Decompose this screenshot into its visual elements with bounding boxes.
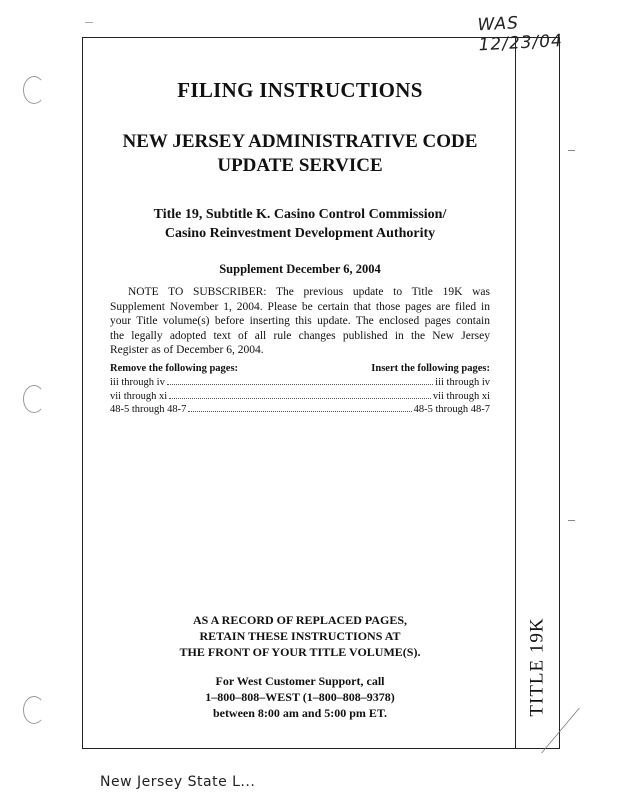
retain-line: AS A RECORD OF REPLACED PAGES,	[192, 613, 408, 627]
table-row	[110, 390, 490, 404]
remove-header: Remove the following pages:	[110, 363, 239, 374]
note-line: your Title volume(s) before inserting this update. The enclosed pages contain	[110, 315, 490, 327]
handwritten-note: WAS 12/23/04	[477, 13, 564, 56]
support-phone: 1–800–808–WEST (1–800–808–9378)	[205, 690, 395, 704]
tab-label-container	[520, 612, 556, 722]
margin-tick	[568, 150, 575, 151]
punch-hole-middle	[23, 385, 45, 413]
supplement-date: Supplement December 6, 2004	[219, 262, 381, 276]
note-line: the legally adopted text of all rule changes published in the New Jersey	[110, 329, 490, 342]
insert-pages: 48-5 through 48-7	[413, 404, 490, 415]
scan-speck	[85, 22, 93, 23]
remove-pages: 48-5 through 48-7	[110, 404, 187, 415]
insert-pages: vii through xi	[432, 390, 490, 402]
retain-line: THE FRONT OF YOUR TITLE VOLUME(S).	[179, 645, 421, 659]
dot-leader	[167, 383, 433, 385]
punch-hole-top	[23, 76, 45, 104]
tab-label: TITLE 19K	[527, 617, 549, 717]
filing-instructions-content	[110, 78, 490, 720]
punch-hole-bottom	[23, 696, 45, 724]
pages-table	[110, 376, 490, 417]
margin-tick	[568, 520, 575, 521]
dot-leader	[188, 410, 411, 412]
note-line: Supplement November 1, 2004. Please be certain that those pages are filed in	[110, 300, 490, 313]
library-stamp: New Jersey State L...	[100, 774, 256, 790]
subtitle-line-1: Title 19, Subtitle K. Casino Control Commission/	[153, 207, 447, 222]
customer-support	[110, 673, 490, 721]
dot-leader	[169, 397, 431, 399]
insert-header: Insert the following pages:	[371, 363, 490, 374]
retain-notice	[110, 612, 490, 660]
remove-pages: iii through iv	[110, 377, 165, 388]
subtitle-line-2: Casino Reinvestment Development Authority	[164, 226, 436, 241]
heading-line-1: NEW JERSEY ADMINISTRATIVE CODE	[122, 131, 478, 152]
heading-line-2: UPDATE SERVICE	[217, 155, 383, 176]
page-title: FILING INSTRUCTIONS	[177, 78, 423, 102]
remove-pages: vii through xi	[110, 390, 168, 402]
insert-pages: iii through iv	[435, 377, 490, 388]
table-row	[110, 403, 490, 417]
note-line: Register as of December 6, 2004.	[110, 344, 264, 356]
subscriber-note	[110, 285, 490, 358]
retain-line: RETAIN THESE INSTRUCTIONS AT	[199, 629, 401, 643]
pages-table-header	[110, 363, 490, 374]
support-line: For West Customer Support, call	[215, 674, 385, 688]
table-row	[110, 376, 490, 390]
note-line: NOTE TO SUBSCRIBER: The previous update to Title 19K was	[128, 286, 490, 298]
support-hours: between 8:00 am and 5:00 pm ET.	[212, 706, 388, 720]
